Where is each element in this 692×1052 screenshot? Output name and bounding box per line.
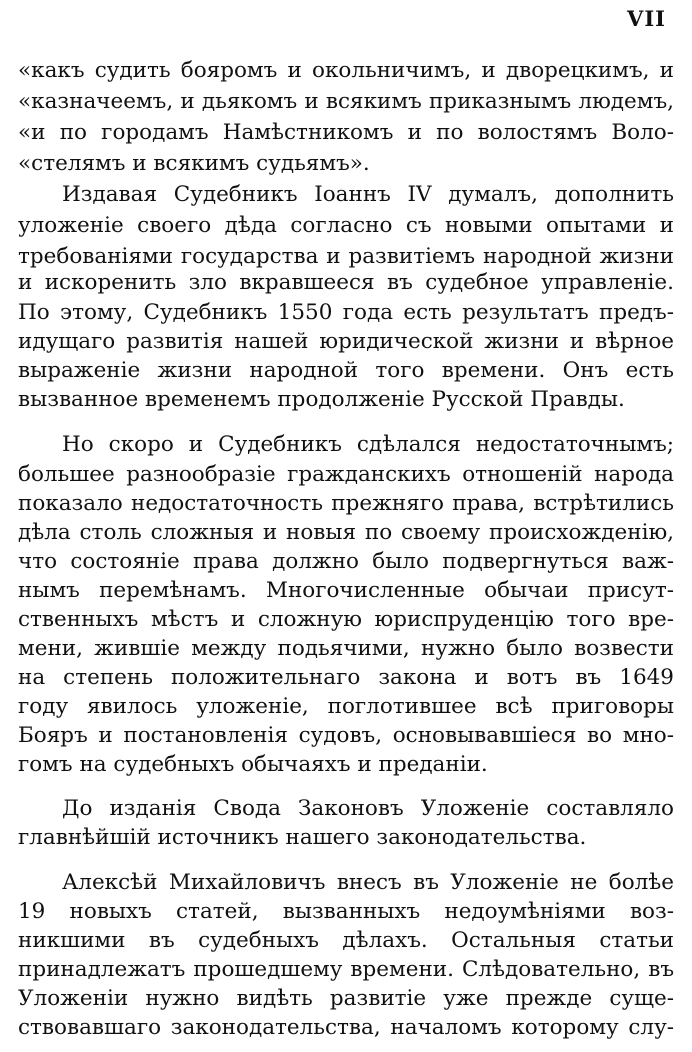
text-line: главнѣйшій источникъ нашего законодательства. xyxy=(18,825,587,850)
text-line: «стелямъ и всякимъ судьямъ». xyxy=(18,151,370,176)
text-line: ственныхъ мѣстъ и сложную юриспруденцію того вре- xyxy=(18,607,674,632)
text-line: никшими въ судебныхъ дѣлахъ. Остальныя статьи xyxy=(18,928,674,953)
text-line: что состояніе права должно было подвергнуться важ- xyxy=(18,549,674,574)
text-line: 19 новыхъ статей, вызванныхъ недоумѣніями воз- xyxy=(18,899,674,924)
text-line: Но скоро и Судебникъ сдѣлался недостаточнымъ; xyxy=(62,432,674,457)
text-line: До изданія Свода Законовъ Уложеніе составляло xyxy=(62,796,674,821)
text-line: и искоренить зло вкравшееся въ судебное управленіе. xyxy=(18,270,674,295)
text-line: Алексѣй Михайловичъ внесъ въ Уложеніе не болѣе xyxy=(62,870,674,895)
text-line: на степень положительнаго закона и вотъ въ 1649 xyxy=(18,665,674,690)
text-line: Бояръ и постановленія судовъ, основывавшіеся во мно- xyxy=(18,723,674,748)
text-line: нымъ перемѣнамъ. Многочисленные обычаи присут- xyxy=(18,578,674,603)
text-line: мени, жившіе между подьячими, нужно было возвести xyxy=(18,636,674,661)
text-line: ствовавшаго законодательства, началомъ которому слу- xyxy=(18,1015,674,1040)
text-line: гомъ на судебныхъ обычаяхъ и преданіи. xyxy=(18,752,488,777)
text-line: вызванное временемъ продолженіе Русской Правды. xyxy=(18,387,625,412)
text-line: По этому, Судебникъ 1550 года есть результатъ предъ- xyxy=(18,300,674,325)
text-line: дѣла столь сложныя и новыя по своему происхожденію, xyxy=(18,520,674,545)
text-line: идущаго развитія нашей юридической жизни и вѣрное xyxy=(18,329,674,354)
text-line: принадлежатъ прошедшему времени. Слѣдовательно, въ xyxy=(18,957,674,982)
text-line: Уложеніи нужно видѣть развитіе уже прежде суще- xyxy=(18,986,674,1011)
text-line: «и по городамъ Намѣстникомъ и по волостямъ Воло- xyxy=(18,120,674,145)
text-line: году явилось уложеніе, поглотившее всѣ приговоры xyxy=(18,694,674,719)
text-line: «какъ судить бояромъ и окольничимъ, и дворецкимъ, и xyxy=(18,58,674,83)
text-line: большее разнообразіе гражданскихъ отношеній народа xyxy=(18,462,674,487)
text-line: показало недостаточность прежняго права, встрѣтились xyxy=(18,491,674,516)
page-number: VII xyxy=(627,6,666,31)
text-line: требованіями государства и развитіемъ народной жизни xyxy=(18,244,674,269)
text-line: выраженіе жизни народной того времени. Онъ есть xyxy=(18,358,674,383)
text-line: «казначеемъ, и дьякомъ и всякимъ приказнымъ людемъ, xyxy=(18,89,674,114)
text-line: Издавая Судебникъ Іоаннъ IV думалъ, дополнить xyxy=(62,182,674,207)
text-line: уложеніе своего дѣда согласно съ новыми опытами и xyxy=(18,213,674,238)
